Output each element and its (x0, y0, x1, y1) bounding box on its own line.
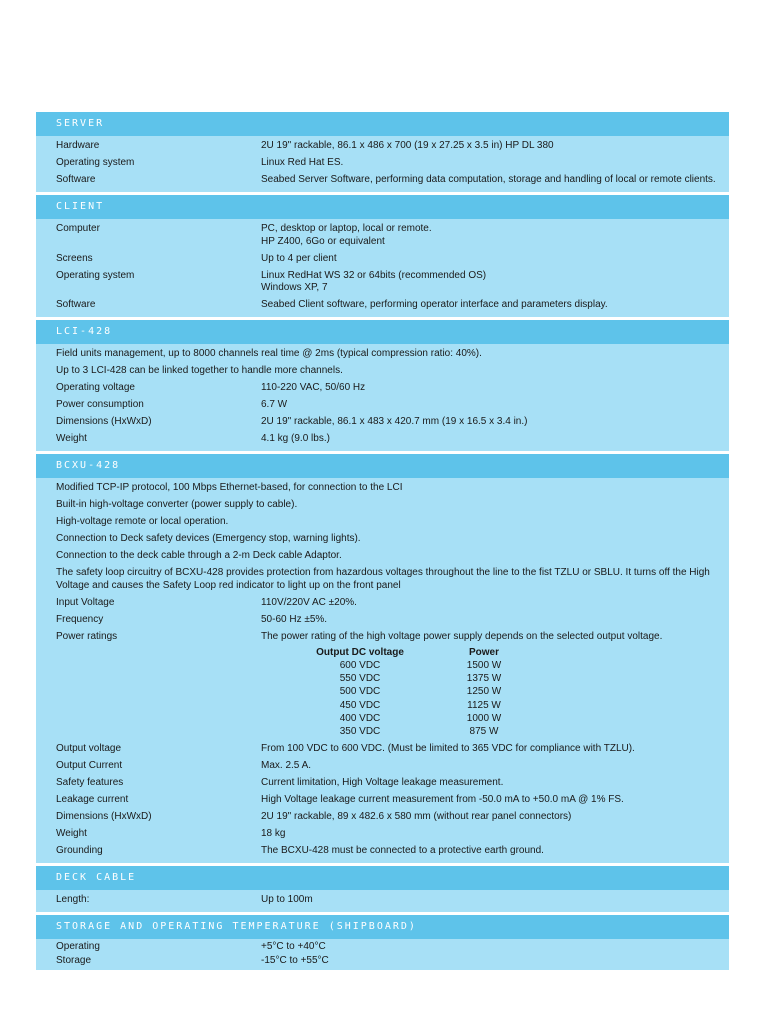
spec-value: 2U 19" rackable, 89 x 482.6 x 580 mm (without rear panel connectors) (261, 810, 572, 822)
spec-row (36, 792, 729, 809)
spec-note: Up to 3 LCI-428 can be linked together to handle more channels. (56, 365, 343, 376)
spec-row (36, 826, 729, 843)
power-table-cell: 1125 W (467, 699, 501, 711)
spec-label: Output voltage (56, 742, 122, 754)
power-table-cell: 600 VDC (339, 659, 381, 671)
spec-row (36, 297, 729, 314)
spec-row (36, 612, 729, 629)
spec-row (36, 414, 729, 431)
power-table-row (291, 659, 729, 672)
spec-value: 2U 19" rackable, 86.1 x 483 x 420.7 mm (19 x 16.5 x 3.4 in.) (261, 416, 528, 427)
power-table-header-cell: Power (468, 646, 499, 658)
spec-value: Up to 100m (261, 893, 313, 905)
spec-value: Seabed Server Software, performing data computation, storage and handling of local or remote clients. (261, 174, 716, 185)
spec-value: -15°C to +55°C (261, 954, 329, 966)
spec-value: 2U 19" rackable, 86.1 x 486 x 700 (19 x 27.25 x 3.5 in) HP DL 380 (261, 140, 554, 151)
spec-label: Screens (56, 252, 93, 264)
spec-label: Weight (56, 827, 87, 839)
section-header-bcxu: BCXU-428 (36, 454, 729, 478)
spec-note: Connection to Deck safety devices (Emergency stop, warning lights). (56, 533, 361, 544)
power-table-header-cell: Output DC voltage (316, 646, 404, 658)
spec-value: 110-220 VAC, 50/60 Hz (261, 382, 366, 393)
spec-value-line: PC, desktop or laptop, local or remote. (261, 223, 432, 234)
section-body-client (36, 219, 729, 317)
spec-label: Weight (56, 433, 87, 444)
spec-row (36, 431, 729, 448)
spec-row (36, 221, 729, 251)
power-table-cell: 1500 W (466, 659, 502, 671)
power-table (36, 646, 729, 741)
spec-note: Field units management, up to 8000 channels real time @ 2ms (typical compression ratio: 40%). (56, 348, 482, 359)
spec-value: Max. 2.5 A. (261, 759, 312, 771)
spec-label: Input Voltage (56, 596, 115, 608)
power-table-row (291, 712, 729, 725)
spec-row (36, 758, 729, 775)
spec-note: Built-in high-voltage converter (power supply to cable). (56, 499, 298, 510)
power-table-cell: 875 W (469, 726, 499, 738)
section-body-storage (36, 939, 729, 970)
spec-value-line: Windows XP, 7 (261, 282, 328, 293)
section-header-client: CLIENT (36, 195, 729, 219)
spec-value: 18 kg (261, 827, 286, 839)
power-table-row (291, 725, 729, 738)
spec-value-line: Linux RedHat WS 32 or 64bits (recommended OS) (261, 269, 487, 281)
spec-row (36, 595, 729, 612)
spec-note: Connection to the deck cable through a 2-m Deck cable Adaptor. (56, 550, 342, 561)
spec-label: Operating (56, 941, 100, 953)
spec-value: Linux Red Hat ES. (261, 157, 344, 168)
spec-row (36, 155, 729, 172)
spec-label: Power ratings (56, 630, 118, 642)
spec-value: Seabed Client software, performing operator interface and parameters display. (261, 299, 608, 310)
spec-row (36, 954, 729, 968)
power-table-row (291, 685, 729, 698)
spec-label: Dimensions (HxWxD) (56, 416, 152, 427)
power-table-header (291, 646, 729, 659)
spec-label: Hardware (56, 140, 100, 151)
spec-value: The BCXU-428 must be connected to a protective earth ground. (261, 844, 544, 856)
spec-label: Power consumption (56, 399, 144, 410)
spec-value: +5°C to +40°C (261, 941, 326, 953)
spec-value: 4.1 kg (9.0 lbs.) (261, 433, 330, 444)
spec-label: Leakage current (56, 793, 129, 805)
spec-value: 50-60 Hz ±5%. (261, 613, 328, 625)
section-header-server: SERVER (36, 112, 729, 136)
spec-value: The power rating of the high voltage power supply depends on the selected output voltage. (261, 630, 663, 642)
spec-value: 110V/220V AC ±20%. (261, 596, 357, 608)
spec-value: 6.7 W (261, 399, 288, 410)
spec-row (36, 268, 729, 298)
spec-row (36, 892, 729, 909)
section-body-bcxu (36, 478, 729, 863)
spec-label: Grounding (56, 844, 103, 856)
spec-row (36, 941, 729, 955)
power-table-cell: 1250 W (466, 686, 502, 698)
spec-row (36, 397, 729, 414)
spec-row (36, 629, 729, 646)
power-table-cell: 400 VDC (339, 712, 381, 724)
section-header-storage: STORAGE AND OPERATING TEMPERATURE (SHIPBOARD) (36, 915, 729, 939)
section-body-server (36, 136, 729, 192)
spec-label: Frequency (56, 613, 104, 625)
spec-value (261, 270, 729, 295)
spec-value: Up to 4 per client (261, 252, 337, 264)
section-body-lci (36, 344, 729, 451)
spec-row (36, 809, 729, 826)
spec-label: Operating voltage (56, 382, 135, 393)
spec-row (36, 251, 729, 268)
spec-row (36, 172, 729, 189)
spec-label: Operating system (56, 157, 135, 168)
power-table-row (291, 672, 729, 685)
spec-label: Computer (56, 223, 100, 234)
spec-row (36, 138, 729, 155)
spec-sheet (36, 112, 729, 973)
power-table-cell: 450 VDC (339, 699, 381, 711)
spec-label: Software (56, 174, 96, 185)
power-table-cell: 1375 W (466, 673, 502, 685)
power-table-cell: 1000 W (466, 712, 502, 724)
spec-value: From 100 VDC to 600 VDC. (Must be limited to 365 VDC for compliance with TZLU). (261, 742, 635, 754)
spec-value-line: HP Z400, 6Go or equivalent (261, 235, 385, 247)
spec-label: Output Current (56, 759, 123, 771)
spec-row (36, 843, 729, 860)
spec-row (36, 775, 729, 792)
spec-row (36, 380, 729, 397)
spec-row (36, 741, 729, 758)
spec-label: Length: (56, 893, 90, 905)
spec-note: High-voltage remote or local operation. (56, 516, 229, 527)
power-table-cell: 350 VDC (339, 726, 381, 738)
power-table-cell: 550 VDC (339, 673, 381, 685)
section-body-deck-cable (36, 890, 729, 912)
spec-label: Storage (56, 954, 92, 966)
spec-value: High Voltage leakage current measurement from -50.0 mA to +50.0 mA @ 1% FS. (261, 793, 624, 805)
spec-label: Operating system (56, 269, 135, 281)
section-header-lci: LCI-428 (36, 320, 729, 344)
section-header-deck-cable: DECK CABLE (36, 866, 729, 890)
spec-label: Safety features (56, 776, 124, 788)
spec-note: Modified TCP-IP protocol, 100 Mbps Ethernet-based, for connection to the LCI (56, 482, 403, 493)
power-table-row (291, 699, 729, 712)
spec-label: Software (56, 299, 96, 310)
spec-value (261, 223, 729, 248)
spec-value: Current limitation, High Voltage leakage measurement. (261, 776, 504, 788)
spec-label: Dimensions (HxWxD) (56, 810, 152, 822)
power-table-cell: 500 VDC (339, 686, 381, 698)
spec-note: The safety loop circuitry of BCXU-428 provides protection from hazardous voltages throughout the line to the fist TZLU or SBLU. It turns off the High Voltage and causes the Safety Loop red indicator to light up on the front panel (56, 567, 710, 591)
